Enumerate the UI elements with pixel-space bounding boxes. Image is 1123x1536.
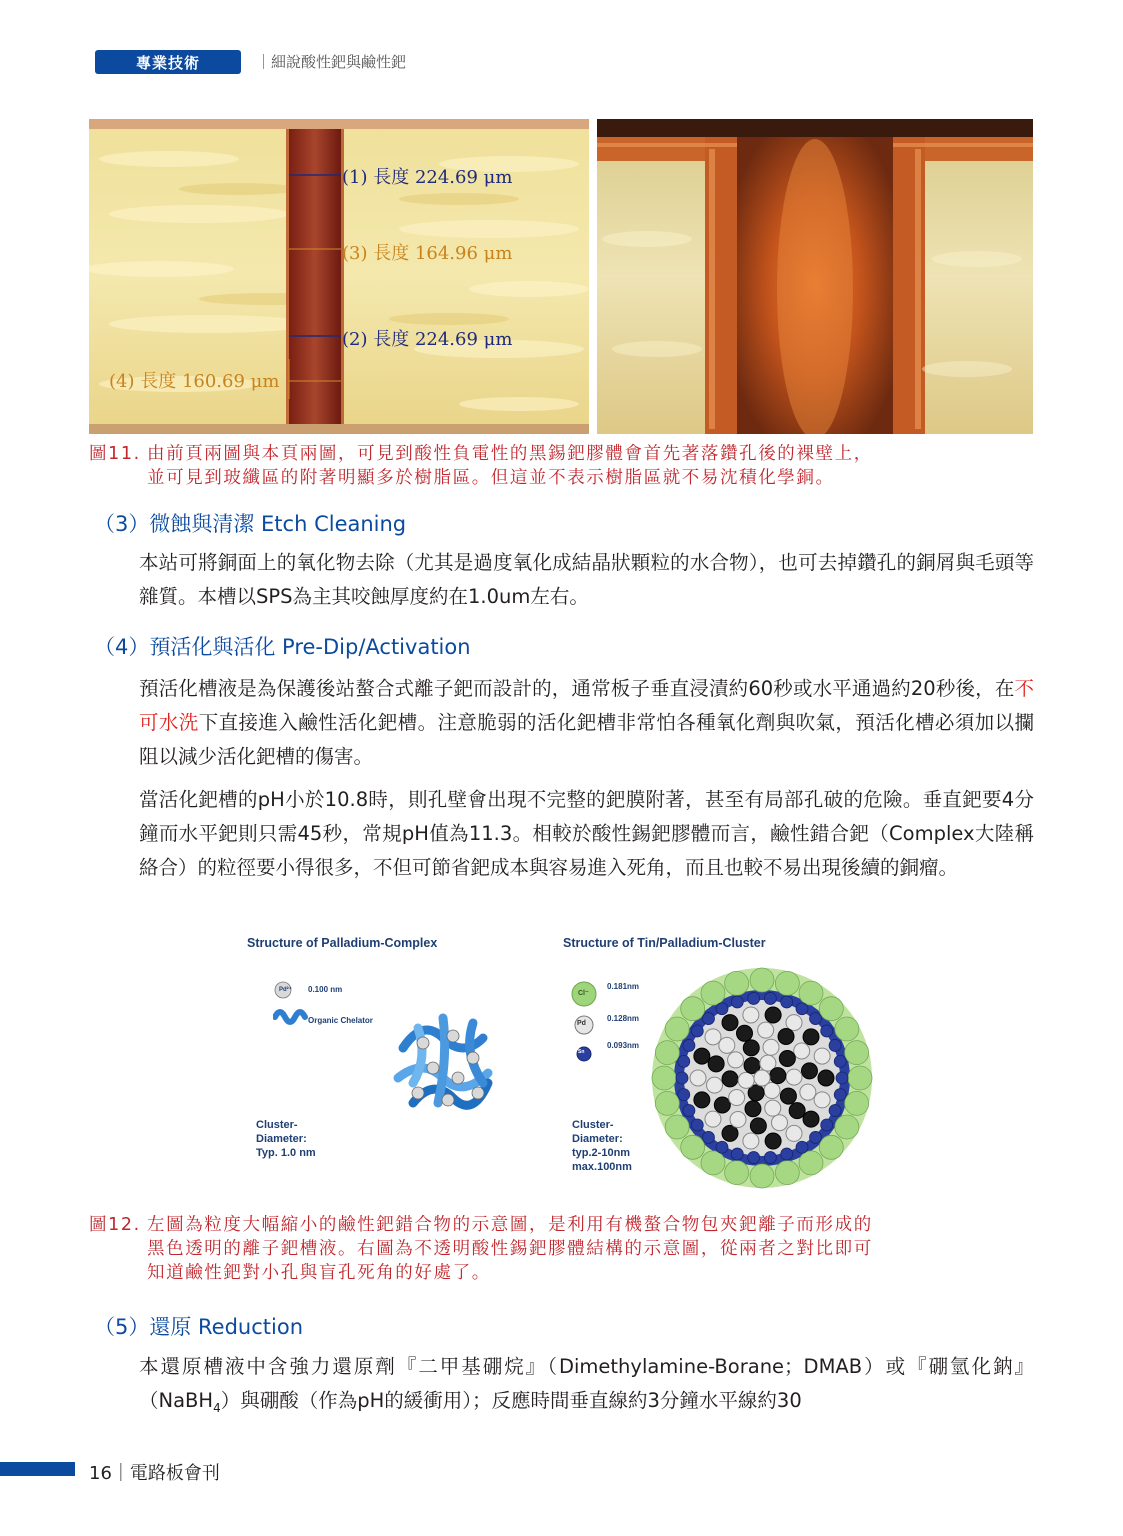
no-rinse-highlight: 不可水洗 xyxy=(139,677,1034,734)
figure12-caption xyxy=(89,1213,1034,1285)
cl-ion-atom xyxy=(775,971,799,995)
cl-size-label: 0.181nm xyxy=(607,982,640,991)
pd-atom xyxy=(794,1043,810,1059)
palladium-complex-diagram xyxy=(388,1008,508,1118)
sn-ion-atom xyxy=(821,1025,833,1037)
sn-ion-atom xyxy=(834,1055,846,1067)
sn-ion-atom xyxy=(764,992,776,1004)
pd-atom xyxy=(765,1133,781,1149)
sn-ion-atom xyxy=(836,1072,848,1084)
left-cluster-line3: Typ. 1.0 nm xyxy=(256,1147,316,1159)
right-cluster-line1: Cluster- xyxy=(572,1119,614,1131)
pd-atom xyxy=(743,1007,759,1023)
pd-atom xyxy=(708,1056,724,1072)
figure11-caption-line2: 並可見到玻纖區的附著明顯多於樹脂區。但這並不表示樹脂區就不易沈積化學銅。 xyxy=(147,468,835,488)
chelator-label: Organic Chelator xyxy=(308,1016,373,1025)
cl-ion-atom xyxy=(665,1115,689,1139)
sn-ion-atom xyxy=(702,1131,714,1143)
sn-ion-atom xyxy=(716,1003,728,1015)
tin-palladium-cluster-diagram xyxy=(650,960,875,1190)
cl-ion-atom xyxy=(655,1091,679,1115)
cl-ion-atom xyxy=(655,1041,679,1065)
pd-atom xyxy=(800,1084,816,1100)
pd-atom xyxy=(803,1029,819,1045)
section4-paragraph2 xyxy=(89,783,1034,885)
figure11-caption-number: 圖11. xyxy=(89,444,141,464)
pd-atom xyxy=(772,1115,788,1131)
sn-ion-atom xyxy=(796,1003,808,1015)
section4-paragraph1 xyxy=(89,672,1034,774)
pd-atom xyxy=(705,1111,721,1127)
cl-ion-atom xyxy=(681,1135,705,1159)
sn-ion-atom xyxy=(748,992,760,1004)
pd-atom xyxy=(754,1070,770,1086)
cl-ion-atom xyxy=(799,1151,823,1175)
pd-atom xyxy=(765,1007,781,1023)
sn-ion-atom xyxy=(748,1152,760,1164)
section3-paragraph xyxy=(89,546,1034,614)
measurement-2: (2) 長度 224.69 μm xyxy=(342,329,513,350)
figure12-caption-line3: 知道鹼性鈀對小孔與盲孔死角的好處了。 xyxy=(147,1263,491,1283)
section-tag: 專業技術 xyxy=(95,50,241,74)
sn-ion-atom xyxy=(691,1025,703,1037)
pd-atom xyxy=(722,1015,738,1031)
pd-atom xyxy=(690,1070,706,1086)
sn-ion-atom xyxy=(764,1152,776,1164)
pd-atom xyxy=(786,1069,802,1085)
pd-atom xyxy=(803,1111,819,1127)
pd-atom xyxy=(789,1103,805,1119)
cl-ion-atom xyxy=(701,1151,725,1175)
sn-ion-atom xyxy=(781,996,793,1008)
cl-ion-atom xyxy=(665,1017,689,1041)
pd-atom xyxy=(694,1092,710,1108)
cl-ion-atom xyxy=(848,1066,872,1090)
article-title: ｜細說酸性鈀與鹼性鈀 xyxy=(256,53,407,71)
sn-ion-atom xyxy=(829,1105,841,1117)
section4-heading: （4）預活化與活化 Pre-Dip/Activation xyxy=(94,635,471,659)
cl-ion-atom xyxy=(819,997,843,1021)
pd-atom xyxy=(736,1025,752,1041)
pd-atom xyxy=(814,1048,830,1064)
pd-atom xyxy=(719,1037,735,1053)
section4-paragraph1-part-b: 下直接進入鹼性活化鈀槽。注意脆弱的活化鈀槽非常怕各種氧化劑與吹氣，預活化槽必須加以攔阻以減少活化鈀槽的傷害。 xyxy=(139,711,1034,768)
sn-ion-atom xyxy=(810,1131,822,1143)
sn-ion-atom xyxy=(829,1039,841,1051)
pd-atom xyxy=(743,1133,759,1149)
measurement-1: (1) 長度 224.69 μm xyxy=(342,167,513,188)
pd-atom xyxy=(745,1101,761,1117)
figure12-caption-line1: 左圖為粒度大幅縮小的鹼性鈀錯合物的示意圖，是利用有機螯合物包夾鈀離子而形成的 xyxy=(147,1215,873,1235)
section5-heading: （5）還原 Reduction xyxy=(94,1315,304,1339)
cl-ion-atom xyxy=(819,1135,843,1159)
section5-paragraph-part-b: ）與硼酸（作為pH的緩衝用）；反應時間垂直線約3分鐘水平線約30 xyxy=(220,1389,802,1412)
figure11-right-micrograph xyxy=(597,119,1033,434)
sn-ion-atom xyxy=(781,1148,793,1160)
cl-ion-atom xyxy=(681,997,705,1021)
cl-ion-atom xyxy=(701,981,725,1005)
pd-atom xyxy=(750,1118,766,1134)
cl-ion-atom xyxy=(835,1017,859,1041)
sn-ion-atom xyxy=(796,1141,808,1153)
cl-ion-atom xyxy=(725,971,749,995)
footer-page-info: 16｜電路板會刊 xyxy=(89,1463,220,1484)
pd-atom xyxy=(818,1070,834,1086)
figure11-caption-line1: 由前頁兩圖與本頁兩圖，可見到酸性負電性的黑錫鈀膠體會首先著落鑽孔後的裸壁上， xyxy=(147,444,873,464)
section4-paragraph1-part-a: 預活化槽液是為保護後站螯合式離子鈀而設計的，通常板子垂直浸漬約60秒或水平通過約20秒後，在 xyxy=(139,677,1015,700)
legend-sn-label: Sn xyxy=(578,1049,585,1055)
right-cluster-line2: Diameter: xyxy=(572,1133,623,1145)
sn-ion-atom xyxy=(691,1119,703,1131)
cl-ion-atom xyxy=(725,1161,749,1185)
pd-atom xyxy=(705,1029,721,1045)
right-cluster-line3: typ.2-10nm xyxy=(572,1147,631,1159)
cl-ion-atom xyxy=(750,1164,774,1188)
micrograph-right-image xyxy=(597,119,1033,434)
left-size-label: 0.100 nm xyxy=(308,985,343,994)
pd-ion-legend-label: Pd²⁺ xyxy=(279,987,292,993)
pd-atom xyxy=(765,1100,781,1116)
pd-atom xyxy=(786,1125,802,1141)
left-structure-title: Structure of Palladium-Complex xyxy=(247,936,438,950)
sn-ion-atom xyxy=(834,1089,846,1101)
pd-atom xyxy=(778,1028,794,1044)
cl-ion-atom xyxy=(775,1161,799,1185)
sn-ion-atom xyxy=(678,1089,690,1101)
pd-atom xyxy=(722,1071,738,1087)
pd-atom xyxy=(814,1092,830,1108)
section3-heading: （3）微蝕與清潔 Etch Cleaning xyxy=(94,512,407,536)
pd-atom xyxy=(738,1072,754,1088)
figure11-caption xyxy=(89,442,1034,490)
section5-paragraph xyxy=(89,1350,1034,1425)
left-cluster-diameter xyxy=(256,1118,316,1160)
sn-ion-atom xyxy=(678,1055,690,1067)
footer-accent-bar xyxy=(0,1462,75,1476)
section4-paragraph2-text: 當活化鈀槽的pH小於10.8時，則孔壁會出現不完整的鈀膜附著，甚至有局部孔破的危險。垂直鈀要4分鐘而水平鈀則只需45秒，常規pH值為11.3。相較於酸性錫鈀膠體而言，鹼性錯合鈀（Complex大陸稱絡合）的粒徑要小得很多，不但可節省鈀成本與容易進入死角，而且也較不易出現後續的銅瘤。 xyxy=(139,788,1034,879)
left-cluster-line1: Cluster- xyxy=(256,1119,298,1131)
pd-atom xyxy=(758,1022,774,1038)
figure11-left-micrograph xyxy=(89,119,589,434)
measurement-4: (4) 長度 160.69 μm xyxy=(109,371,280,392)
legend-cl-label: Cl⁻ xyxy=(578,990,589,997)
pd-atom xyxy=(779,1050,795,1066)
sn-ion-atom xyxy=(683,1039,695,1051)
pd-atom xyxy=(786,1015,802,1031)
pd-atom xyxy=(770,1068,786,1084)
pd-atom xyxy=(780,1088,796,1104)
cl-ion-atom xyxy=(835,1115,859,1139)
cl-ion-atom xyxy=(845,1091,869,1115)
legend-pd-label: Pd xyxy=(577,1020,586,1027)
measurement-3: (3) 長度 164.96 μm xyxy=(342,243,513,264)
sn-ion-atom xyxy=(731,996,743,1008)
pd-atom xyxy=(722,1125,738,1141)
pd-size-label: 0.128nm xyxy=(607,1014,640,1023)
cl-ion-atom xyxy=(750,968,774,992)
right-cluster-diameter xyxy=(572,1118,632,1174)
cl-ion-atom xyxy=(652,1066,676,1090)
sn-size-label: 0.093nm xyxy=(607,1041,640,1050)
section3-paragraph-text: 本站可將銅面上的氧化物去除（尤其是過度氧化成結晶狀顆粒的水合物），也可去掉鑽孔的銅屑與毛頭等雜質。本槽以SPS為主其咬蝕厚度約在1.0um左右。 xyxy=(139,551,1034,608)
figure12-caption-number: 圖12. xyxy=(89,1215,141,1235)
sn-ion-atom xyxy=(810,1013,822,1025)
pd-atom xyxy=(729,1090,745,1106)
figure12-caption-line2: 黑色透明的離子鈀槽液。右圖為不透明酸性錫鈀膠體結構的示意圖，從兩者之對比即可 xyxy=(147,1239,873,1259)
pd-atom xyxy=(763,1039,779,1055)
section5-subscript: 4 xyxy=(213,1400,221,1415)
right-structure-title: Structure of Tin/Palladium-Cluster xyxy=(563,936,766,950)
pd-atom xyxy=(728,1052,744,1068)
sn-ion-atom xyxy=(821,1119,833,1131)
pd-atom xyxy=(707,1077,723,1093)
pd-atom xyxy=(730,1112,746,1128)
pd-atom xyxy=(801,1063,817,1079)
sn-ion-atom xyxy=(702,1013,714,1025)
section5-paragraph-part-a: 本還原槽液中含強力還原劑『二甲基硼烷』（Dimethylamine-Borane；DMAB）或『硼氫化鈉』（NaBH xyxy=(139,1355,1034,1412)
sn-ion-atom xyxy=(676,1072,688,1084)
left-cluster-line2: Diameter: xyxy=(256,1133,307,1145)
pd-atom xyxy=(743,1040,759,1056)
pd-atom xyxy=(714,1097,730,1113)
right-cluster-line4: max.100nm xyxy=(572,1161,632,1173)
pd-atom xyxy=(694,1048,710,1064)
sn-ion-atom xyxy=(731,1148,743,1160)
cl-ion-atom xyxy=(845,1041,869,1065)
cl-ion-atom xyxy=(799,981,823,1005)
sn-ion-atom xyxy=(683,1105,695,1117)
sn-ion-atom xyxy=(716,1141,728,1153)
figure12-structures xyxy=(240,930,800,1188)
